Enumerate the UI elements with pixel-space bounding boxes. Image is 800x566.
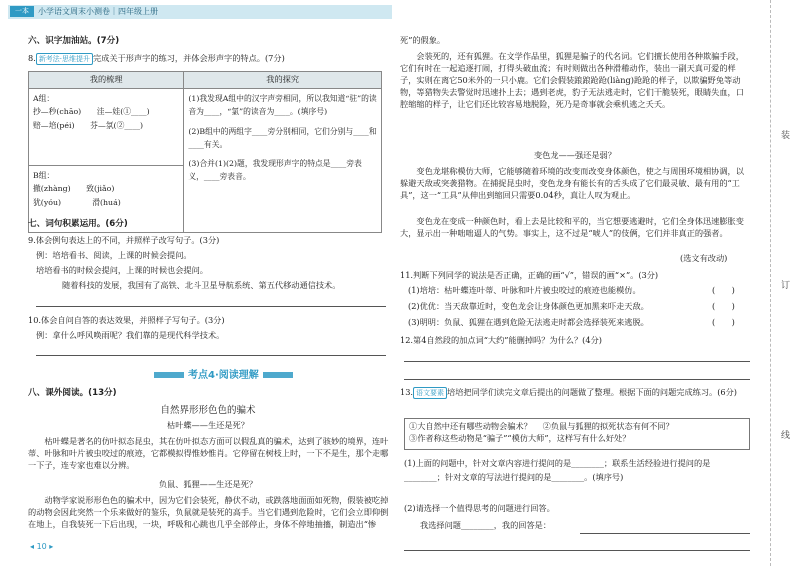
- explore-cell: [184, 89, 382, 233]
- source-note: (选文有改动): [680, 253, 728, 263]
- question-8-text: 完成关于形声字的练习，并体会形声字的特点。(7分): [93, 53, 285, 63]
- question-12: 12.第4自然段的加点词“大约”能删掉吗？为什么？(4分): [400, 335, 602, 345]
- paragraph-2-continued: 死”的假象。: [400, 35, 446, 45]
- question-13-text: 培培把同学们读完文章后提出的问题做了整理。根据下面的问题完成练习。(6分): [447, 387, 738, 397]
- question-8: 8. 新考法·思维提升 完成关于形声字的练习，并体会形声字的特点。(7分): [28, 53, 285, 63]
- table-header-sort: 我的梳理: [29, 72, 184, 89]
- fold-label-1: 装: [781, 131, 791, 141]
- question-list-2: ②负鼠与狐狸的拟死状态有何不同？: [542, 421, 674, 431]
- table-header-explore: 我的探究: [184, 72, 382, 89]
- q9-task-sentence: 随着科技的发展，我国有了高铁、北斗卫星导航系统、第五代移动通信技术。: [62, 280, 341, 290]
- q11-answer-2[interactable]: ( ): [712, 301, 735, 311]
- paragraph-3: 会装死的，还有狐狸。在文学作品里，狐狸是骗子的代名词。它们擅长使用各种欺骗手段，它们有时在一起追逐打闹，打得头破血流；有时则做出各种滑稽动作，装出一副天真可爱的样子，实则在离它50米外的一只小鹿。它们会假装踉踉跄跄(liàng)跄跄的样子，以欺骗野兔等动物，等猎物失去警觉时迅速扑上去；遇到老虎，豹子无法逃走时，它们干脆装死，眼睛失血，口腔缩缩的样子，让它们还比较容易地脱险，死乃是奇事就会乘机逃之夭夭。: [400, 51, 744, 109]
- question-11: 11.判断下列同学的说法是否正确，正确的画“√”，错误的画“×”。(3分): [400, 270, 659, 280]
- page-number: ◂ 10 ▸: [30, 542, 54, 551]
- q9-example-1: 例：培培看书、阅读，上课的时候会提问。: [36, 250, 192, 260]
- question-list-box: [404, 418, 750, 450]
- paragraph-1: 枯叶蝶是著名的仿叶拟态昆虫，其在仿叶拟态方面可以假乱真的骗术，达到了骇妙的境界，连叶蒂、叶脉和叶片被虫咬过的痕迹，它都模拟得惟妙惟肖。它停留在树枝上时，一下不是生，那个走哪一下子，连专家也难以分辨。: [28, 436, 389, 470]
- group-b-line-1: 撤(zhàng) 致(jiǎo): [33, 184, 115, 194]
- shape-sound-table: [28, 71, 382, 233]
- article-title: 自然界形形色色的骗术: [160, 405, 256, 416]
- question-list-1: ①大自然中还有哪些动物会骗术？: [409, 421, 532, 431]
- q12-answer-line-1[interactable]: [404, 361, 750, 362]
- q11-answer-1[interactable]: ( ): [712, 285, 735, 295]
- question-list-3: ③作者称这些动物是“骗子”“模仿大师”，这样写有什么好处？: [409, 432, 631, 443]
- q10-answer-line[interactable]: [36, 355, 386, 356]
- explore-3: (3)合并(1)(2)题，我发现形声字的特点是____旁表义，____旁表音。: [188, 159, 362, 182]
- q12-answer-line-2[interactable]: [404, 379, 750, 380]
- question-13: 13. 语文要素 培培把同学们读完文章后提出的问题做了整理。根据下面的问题完成练习。(6分): [400, 387, 738, 397]
- subtitle-butterfly: 枯叶蝶——生还是死？: [167, 420, 249, 430]
- explore-2: (2)B组中的两组字____旁分别相同，它们分别与____和____有关。: [188, 126, 377, 149]
- subtitle-chameleon: 变色龙——强还是弱？: [534, 150, 616, 160]
- q11-answer-3[interactable]: ( ): [712, 317, 735, 327]
- q11-statement-1: (1)培培：枯叶蝶连叶蒂、叶脉和叶片被虫咬过的痕迹也能模仿。: [408, 285, 641, 295]
- fold-label-3: 线: [781, 431, 791, 441]
- section-8-title: 八、课外阅读。(13分): [28, 388, 117, 398]
- q13-part-1: (1)上面的问题中，针对文章内容进行提问的是________；联系生活经验进行提问的是________；针对文章的写法进行提问的是________。(填序号): [404, 458, 711, 483]
- question-9: 9.体会例句表达上的不同，并照样子改写句子。(3分): [28, 235, 220, 245]
- group-a-line-1: 抄—秒(chāo) 洼—娃(①____): [33, 107, 150, 117]
- paragraph-5: 变色龙在变成一种颜色时，看上去是比较和平的，当它想要逃避时，它们全身体迅速膨胀变大，显示出一种咄咄逼人的气势。事实上，这不过是“唬人”的伎俩，它们并非真正的强者。: [400, 216, 744, 238]
- reading-section-banner: [150, 369, 297, 384]
- group-b-label: B组：: [33, 171, 55, 180]
- section-7-title: 七、词句积累运用。(6分): [28, 219, 128, 229]
- group-a-label: A组：: [33, 94, 55, 103]
- chinese-element-tag: 语文要素: [413, 387, 447, 399]
- page-number-value: 10: [36, 542, 47, 551]
- reading-section-title: 考点4·阅读理解: [188, 370, 259, 381]
- section-6-title: 六、识字加油站。(7分): [28, 36, 120, 46]
- explore-1: (1)我发现A组中的汉字声旁相同，所以我知道“驻”的读音为____，“氯”的读音为____。(填序号): [188, 94, 377, 117]
- paragraph-2: 动物学家说形形色色的骗术中，因为它们会装死，静伏不动，或跌落地面面如死物，假装被吃掉的动物会因此突然一个乐来做好的鉴乐，负鼠就是装死的高手。当它们遇到危险时，它们会立即仰倒在地上，自我装死一下后出现，一块，呼吸和心跳也几乎全部停止，身体不停地抽搐，制造出“惨: [28, 495, 389, 529]
- group-b-line-2: 犹(yóu) 滑(huá): [33, 197, 121, 207]
- q13-answer-prompt: 我选择问题________，我的回答是：: [420, 520, 552, 530]
- q9-example-2: 培培看书的时候会提问，上课的时候也会提问。: [36, 265, 208, 275]
- q11-statement-2: (2)优优：当天敌靠近时，变色龙会让身体颜色更加黑来吓走天敌。: [408, 301, 649, 311]
- q11-statement-3: (3)明明：负鼠、狐狸在遇到危险无法逃走时都会选择装死来逃脱。: [408, 317, 649, 327]
- q10-example: 例：拿什么呼风唤雨呢？我们靠的是现代科学技术。: [36, 330, 225, 340]
- fold-label-2: 订: [781, 281, 791, 291]
- q13-answer-line-1[interactable]: [580, 533, 750, 534]
- q13-part-2: (2)请选择一个值得思考的问题进行回答。: [404, 503, 555, 513]
- q9-answer-line[interactable]: [36, 306, 386, 307]
- q13-answer-line-2[interactable]: [404, 550, 750, 551]
- banner-bar-right: [263, 372, 293, 378]
- banner-bar-left: [154, 372, 184, 378]
- book-title: 小学语文周末小测卷｜四年级上册: [38, 7, 158, 16]
- group-a-line-2: 赔—培(péi) 芬—氛(②____): [33, 120, 144, 130]
- binding-margin: [770, 0, 800, 566]
- paragraph-4: 变色龙堪称模仿大师，它能够随着环境的改变而改变身体颜色，使之与周围环境相协调，以躲避天敌或突袭猎物。在捕捉昆虫时，变色龙身有能长有的舌头成了它们最灵敏、最有用的“工具”，这一“工具”从伸出到缩回只需要0.04秒，真让人叹为观止。: [400, 166, 744, 200]
- new-method-tag: 新考法·思维提升: [36, 53, 93, 65]
- subtitle-possum-fox: 负鼠、狐狸——生还是死？: [158, 479, 258, 489]
- group-a-cell: [29, 89, 184, 166]
- question-10: 10.体会自问自答的表达效果，并照样子写句子。(3分): [28, 315, 225, 325]
- publisher-logo: 一本: [10, 6, 34, 17]
